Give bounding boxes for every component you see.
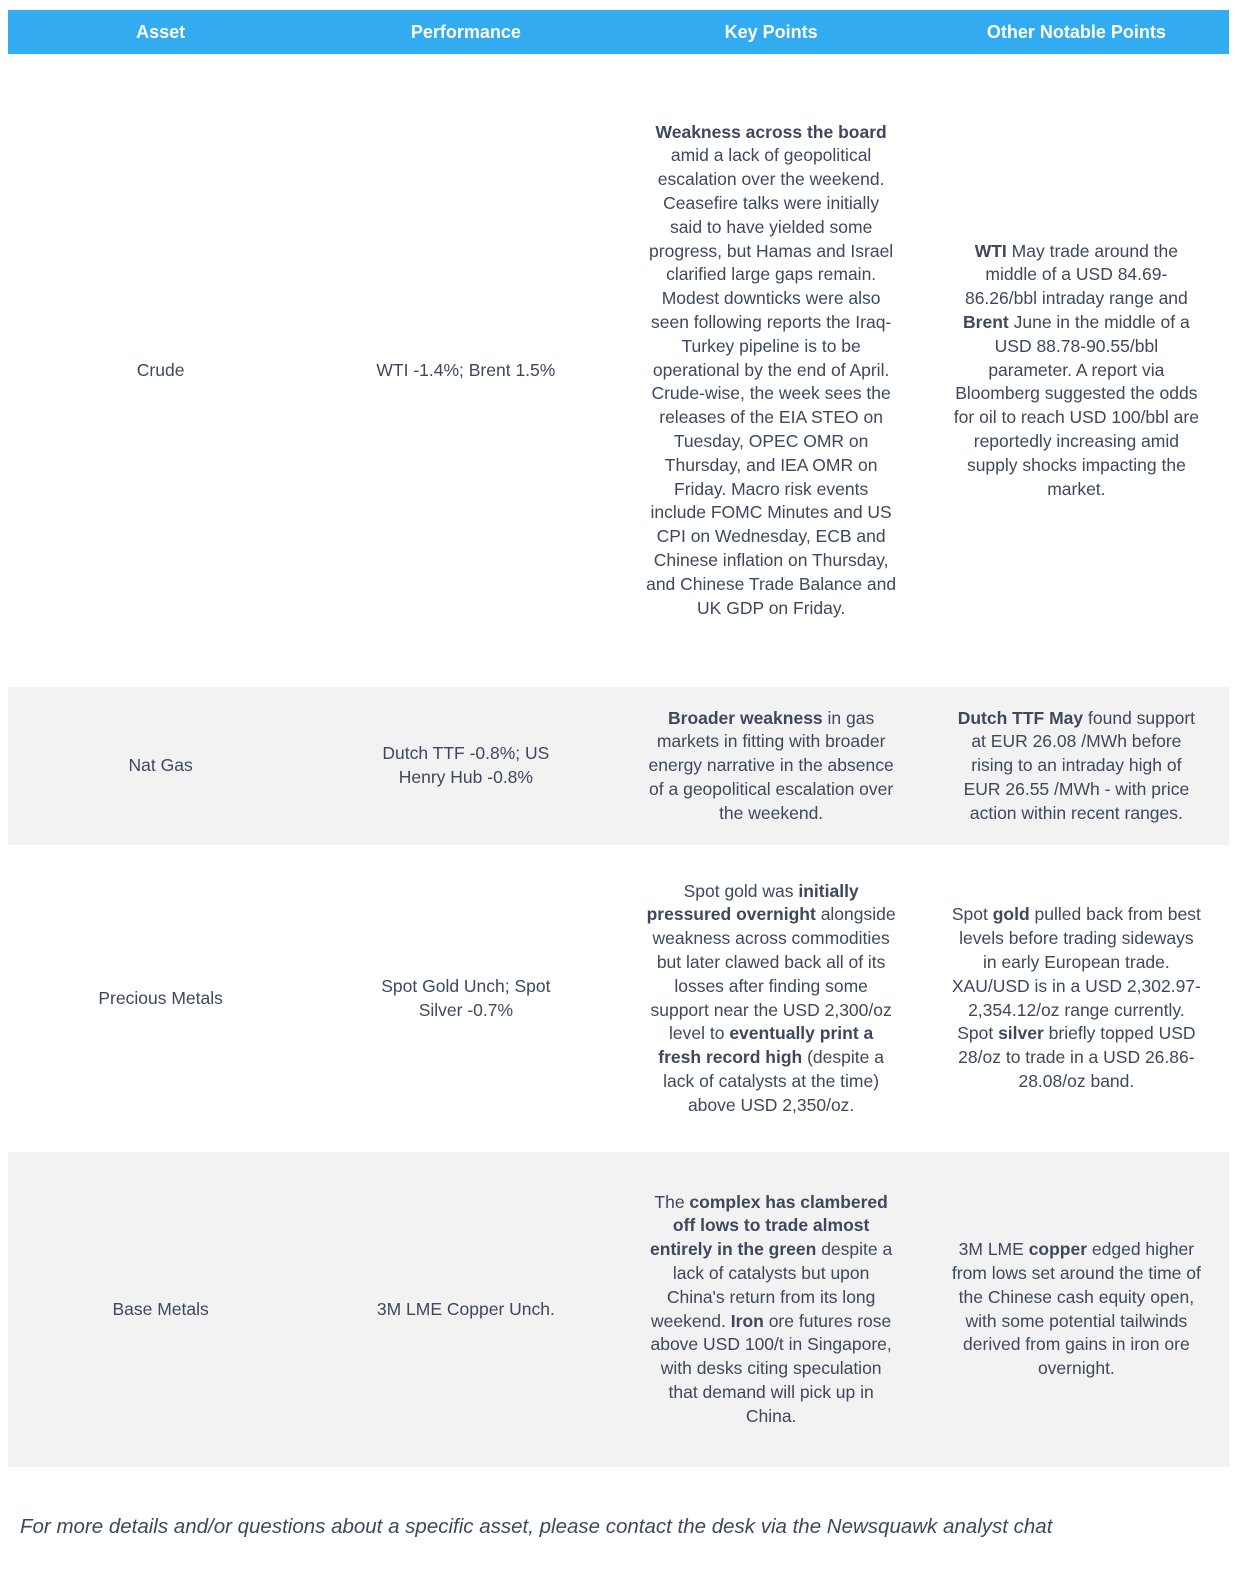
column-header-other-notable-points: Other Notable Points [924,10,1229,54]
column-header-key-points: Key Points [619,10,924,54]
table-row-nat-gas [8,687,1229,845]
performance-cell-base-metals: 3M LME Copper Unch. [313,1152,618,1467]
performance-cell-precious-metals: Spot Gold Unch; Spot Silver -0.7% [381,975,551,1020]
other-points-cell-base-metals: 3M LME copper edged higher from lows set around the time of the Chinese cash equity open, with some potential tailwinds derived from gains in iron ore overnight. [924,1152,1229,1467]
table-row-precious-metals [8,845,1229,1152]
key-points-cell-nat-gas: Broader weakness in gas markets in fitting with broader energy narrative in the absence of a geopolitical escalation over the weekend. [619,687,924,845]
table-row-base-metals [8,1152,1229,1467]
key-points-cell-precious-metals: Spot gold was initially pressured overnight alongside weakness across commodities but later clawed back all of its losses after finding some support near the USD 2,300/oz level to eventually print a fresh record high (despite a lack of catalysts at the time) above USD 2,350/oz. [646,880,896,1115]
asset-cell-nat-gas: Nat Gas [8,687,313,845]
column-header-asset: Asset [8,10,313,54]
key-points-cell-base-metals: The complex has clambered off lows to trade almost entirely in the green despite a lack of catalysts but upon China's return from its long weekend. Iron ore futures rose above USD 100/t in Singapore, with desks citing speculation that demand will pick up in China. [619,1152,924,1467]
table-row-crude [8,54,1229,687]
key-points-cell-crude: Weakness across the board amid a lack of geopolitical escalation over the weekend. Ceasefire talks were initially said to have yielded some progress, but Hamas and Israel clarified large gaps remain. Modest downticks were also seen following reports the Iraq-Turkey pipeline is to be operational by the end of April. Crude-wise, the week sees the releases of the EIA STEO on Tuesday, OPEC OMR on Thursday, and IEA OMR on Friday. Macro risk events include FOMC Minutes and US CPI on Wednesday, ECB and Chinese inflation on Thursday, and Chinese Trade Balance and UK GDP on Friday. [646,121,897,618]
footer-note: For more details and/or questions about a specific asset, please contact the desk via the Newsquawk analyst chat [20,1515,1053,1538]
asset-cell-precious-metals: Precious Metals [98,987,223,1008]
other-points-cell-nat-gas: Dutch TTF May found support at EUR 26.08 /MWh before rising to an intraday high of EUR 26.55 /MWh - with price action within recent ranges. [924,687,1229,845]
other-points-cell-crude: WTI May trade around the middle of a USD 84.69-86.26/bbl intraday range and Brent June in the middle of a USD 88.78-90.55/bbl parameter. A report via Bloomberg suggested the odds for oil to reach USD 100/bbl are reportedly increasing amid supply shocks impacting the market. [953,240,1199,499]
asset-cell-base-metals: Base Metals [8,1152,313,1467]
other-points-cell-precious-metals: Spot gold pulled back from best levels before trading sideways in early European trade. XAU/USD is in a USD 2,302.97-2,354.12/oz range currently. Spot silver briefly topped USD 28/oz to trade in a USD 26.86-28.08/oz band. [951,904,1201,1091]
table-header-row [8,10,1229,54]
performance-cell-nat-gas: Dutch TTF -0.8%; US Henry Hub -0.8% [313,687,618,845]
asset-cell-crude: Crude [136,359,185,380]
performance-cell-crude: WTI -1.4%; Brent 1.5% [376,359,556,380]
column-header-performance: Performance [313,10,618,54]
commodities-table [8,10,1229,1467]
